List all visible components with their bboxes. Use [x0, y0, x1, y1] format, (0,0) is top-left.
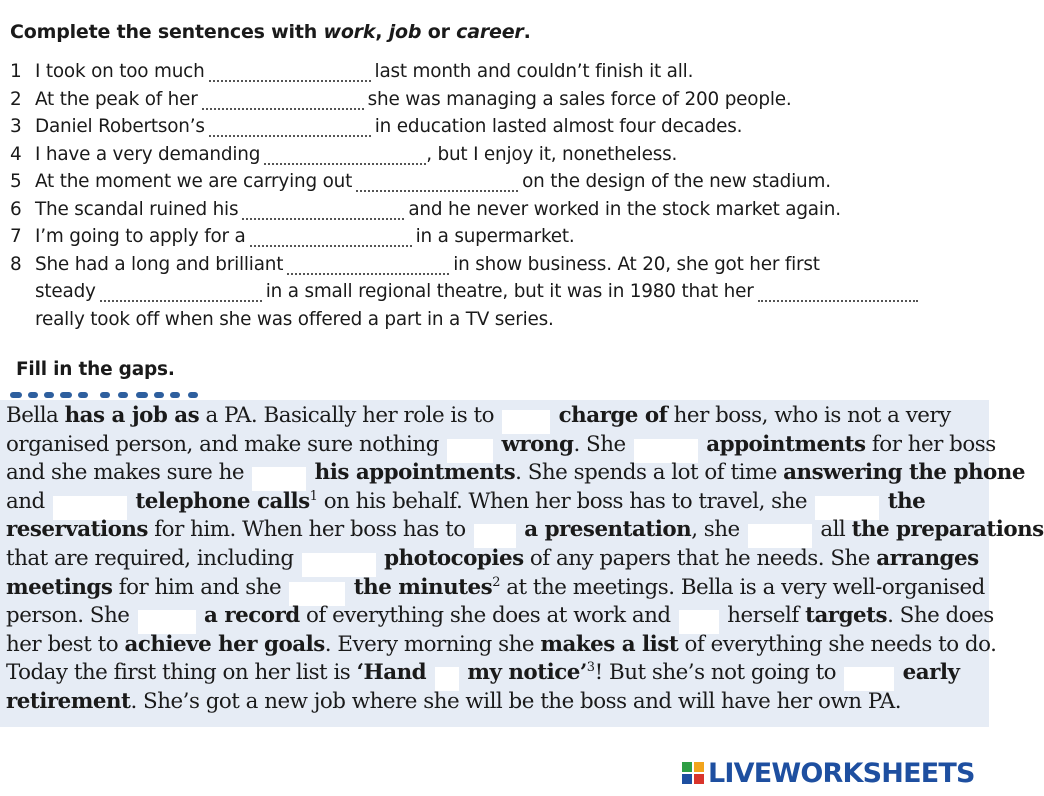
answer-field-8b[interactable] [100, 286, 262, 302]
answer-field-2[interactable] [202, 94, 364, 110]
answer-field-8c[interactable] [758, 286, 918, 302]
sentence-6: 6 The scandal ruined his and he never worked in the stock market again. [10, 198, 841, 220]
answer-field-5[interactable] [356, 176, 518, 192]
sentence-8: 8 She had a long and brilliant in show business. At 20, she got her first [10, 253, 820, 275]
sentence-8-continued: steady in a small regional theatre, but it was in 1980 that her [10, 278, 980, 306]
liveworksheets-logo-icon [682, 762, 704, 784]
passage-line: and she makes sure he his appointments. She spends a lot of time answering the phone [6, 459, 983, 488]
exercise1-list [10, 58, 980, 333]
passage-line: Bella has a job as a PA. Basically her role is to charge of her boss, who is not a very [6, 402, 983, 431]
logo-text: LIVEWORKSHEETS [708, 757, 975, 789]
sentence-3: 3 Daniel Robertson’s in education lasted almost four decades. [10, 116, 743, 137]
sentence-7: 7 I’m going to apply for a in a supermarket. [10, 226, 575, 247]
passage-line: that are required, including photocopies of any papers that he needs. She arranges [6, 545, 983, 574]
passage-line: her best to achieve her goals. Every morning she makes a list of everything she needs to do. [6, 631, 997, 657]
answer-field-1[interactable] [209, 66, 371, 82]
passage-line: Today the first thing on her list is ‘Hand my notice’$^3$! But she’s not going to early [6, 659, 983, 688]
answer-field-4[interactable] [264, 149, 426, 165]
cropped-heading-remnant [0, 386, 989, 400]
passage-line: meetings for him and she the minutes$^2$ at the meetings. Bella is a very well-organised [6, 574, 983, 603]
exercise1-title: Complete the sentences with work, job or career. [10, 21, 531, 43]
answer-field-3[interactable] [209, 121, 371, 137]
sentence-2: 2 At the peak of her she was managing a sales force of 200 people. [10, 88, 792, 110]
exercise2-title: Fill in the gaps. [16, 359, 175, 380]
answer-field-6[interactable] [242, 204, 404, 220]
passage-line: retirement. She’s got a new job where she will be the boss and will have her own PA. [6, 688, 901, 714]
answer-field-7[interactable] [250, 231, 412, 247]
sentence-8-end: really took off when she was offered a part in a TV series. [35, 308, 554, 330]
sentence-5: 5 At the moment we are carrying out on the design of the new stadium. [10, 171, 831, 192]
passage-panel [0, 400, 1044, 727]
passage-line: organised person, and make sure nothing wrong. She appointments for her boss [6, 431, 983, 460]
passage-line: and telephone calls$^1$ on his behalf. When her boss has to travel, she the [6, 488, 983, 517]
liveworksheets-logo [682, 758, 975, 788]
sentence-4: 4 I have a very demanding , but I enjoy it, nonetheless. [10, 143, 678, 165]
passage-line: person. She a record of everything she does at work and herself targets. She does [6, 602, 983, 631]
passage-line: reservations for him. When her boss has to a presentation, she all the preparations [6, 516, 983, 545]
sentence-1: 1 I took on too much last month and couldn’t finish it all. [10, 61, 694, 82]
answer-field-8a[interactable] [287, 259, 449, 275]
